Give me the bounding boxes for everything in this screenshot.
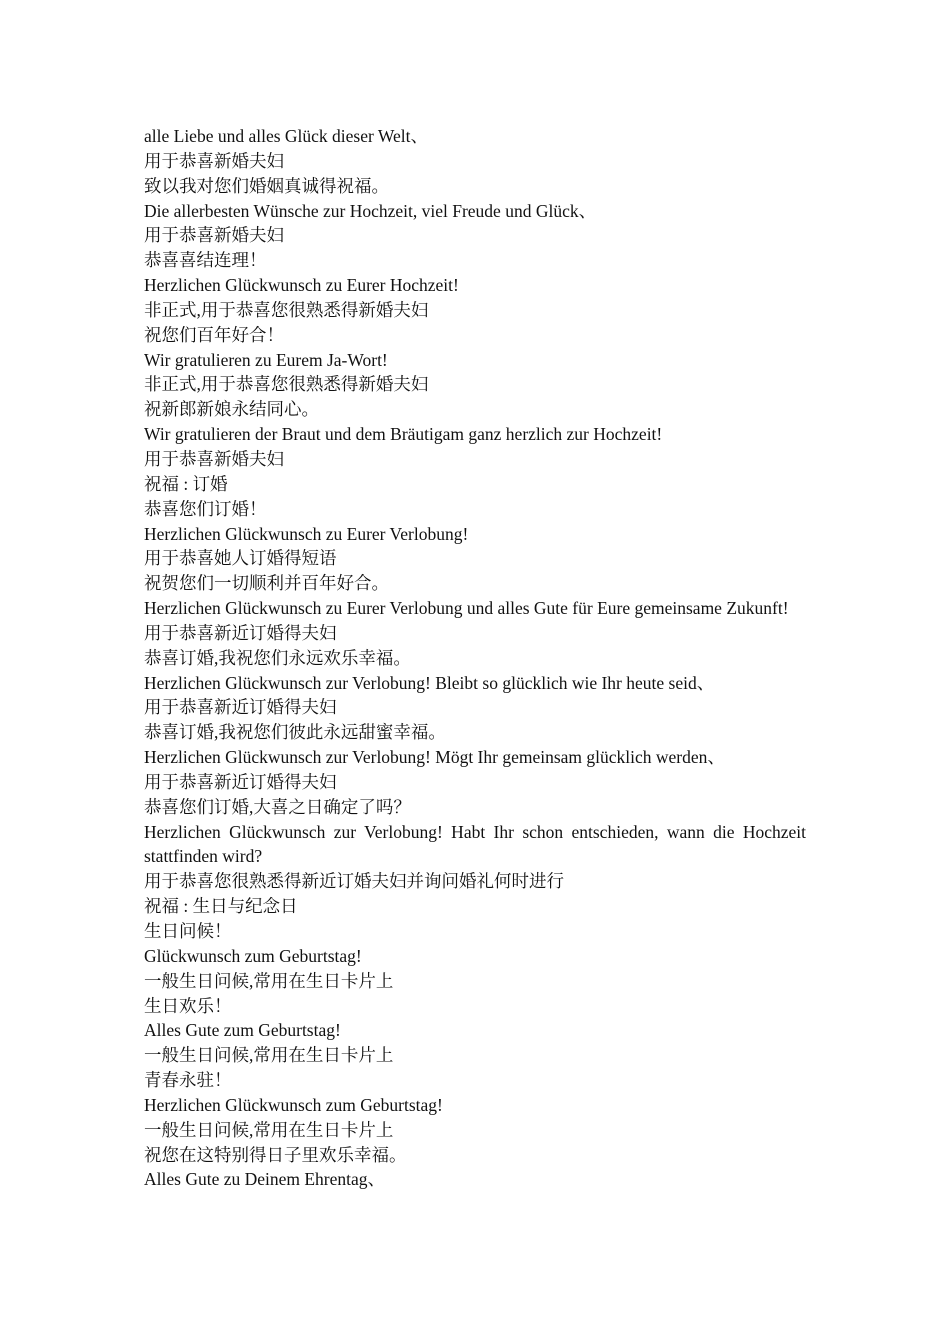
text-line: 恭喜喜结连理！: [144, 250, 267, 271]
text-line: 恭喜订婚,我祝您们永远欢乐幸福。: [144, 647, 411, 668]
text-line: 用于恭喜新近订婚得夫妇: [144, 622, 337, 643]
text-line: 用于恭喜新近订婚得夫妇: [144, 697, 337, 718]
text-line: Alles Gute zum Geburtstag!: [144, 1020, 341, 1041]
text-line: Wir gratulieren zu Eurem Ja-Wort!: [144, 349, 388, 370]
text-line: 恭喜订婚,我祝您们彼此永远甜蜜幸福。: [144, 722, 446, 743]
text-line: Herzlichen Glückwunsch zu Eurer Verlobung!: [144, 523, 469, 544]
document-text: [144, 124, 806, 1192]
text-line: Herzlichen Glückwunsch zu Eurer Hochzeit!: [144, 275, 459, 296]
text-line: 用于恭喜新婚夫妇: [144, 225, 284, 246]
text-line: alle Liebe und alles Glück dieser Welt、: [144, 126, 429, 146]
text-paragraph: Herzlichen Glückwunsch zur Verlobung! Habt Ihr schon entschieden, wann die Hochzeit stattfinden wird?: [144, 821, 806, 867]
text-line: 祝新郎新娘永结同心。: [144, 399, 319, 420]
text-line: Glückwunsch zum Geburtstag!: [144, 945, 362, 966]
text-line: 非正式,用于恭喜您很熟悉得新婚夫妇: [144, 299, 429, 320]
text-line: 恭喜您们订婚！: [144, 498, 267, 519]
text-line: 祝您们百年好合！: [144, 324, 284, 345]
text-line: 恭喜您们订婚,大喜之日确定了吗？: [144, 796, 411, 817]
text-line: 一般生日问候,常用在生日卡片上: [144, 1119, 394, 1140]
text-line: Wir gratulieren der Braut und dem Bräutigam ganz herzlich zur Hochzeit!: [144, 424, 663, 445]
text-line: Herzlichen Glückwunsch zum Geburtstag!: [144, 1094, 443, 1115]
text-line: 用于恭喜她人订婚得短语: [144, 548, 337, 569]
text-line: Alles Gute zu Deinem Ehrentag、: [144, 1169, 386, 1190]
text-line: Herzlichen Glückwunsch zur Verlobung! Mögt Ihr gemeinsam glücklich werden、: [144, 747, 725, 768]
text-line: 祝您在这特别得日子里欢乐幸福。: [144, 1144, 407, 1165]
text-line: 非正式,用于恭喜您很熟悉得新婚夫妇: [144, 374, 429, 395]
text-line: 一般生日问候,常用在生日卡片上: [144, 970, 394, 991]
text-line: Herzlichen Glückwunsch zur Verlobung! Bleibt so glücklich wie Ihr heute seid、: [144, 672, 715, 693]
text-line: 用于恭喜新婚夫妇: [144, 448, 284, 469]
text-line: 致以我对您们婚姻真诚得祝福。: [144, 175, 389, 196]
text-line: 生日欢乐！: [144, 995, 232, 1016]
text-line: 用于恭喜您很熟悉得新近订婚夫妇并询问婚礼何时进行: [144, 871, 564, 892]
section-heading: 祝福 : 订婚: [144, 473, 228, 494]
text-line: 一般生日问候,常用在生日卡片上: [144, 1045, 394, 1066]
text-line: 用于恭喜新近订婚得夫妇: [144, 771, 337, 792]
text-line: 祝贺您们一切顺利并百年好合。: [144, 573, 389, 594]
text-line: 生日问候！: [144, 921, 232, 941]
text-line: 青春永驻！: [144, 1070, 232, 1091]
section-heading: 祝福 : 生日与纪念日: [144, 896, 298, 917]
text-line: 用于恭喜新婚夫妇: [144, 150, 284, 171]
text-paragraph: Herzlichen Glückwunsch zu Eurer Verlobung und alles Gute für Eure gemeinsame Zukunft!: [144, 598, 789, 619]
text-line: Die allerbesten Wünsche zur Hochzeit, viel Freude und Glück、: [144, 200, 597, 221]
